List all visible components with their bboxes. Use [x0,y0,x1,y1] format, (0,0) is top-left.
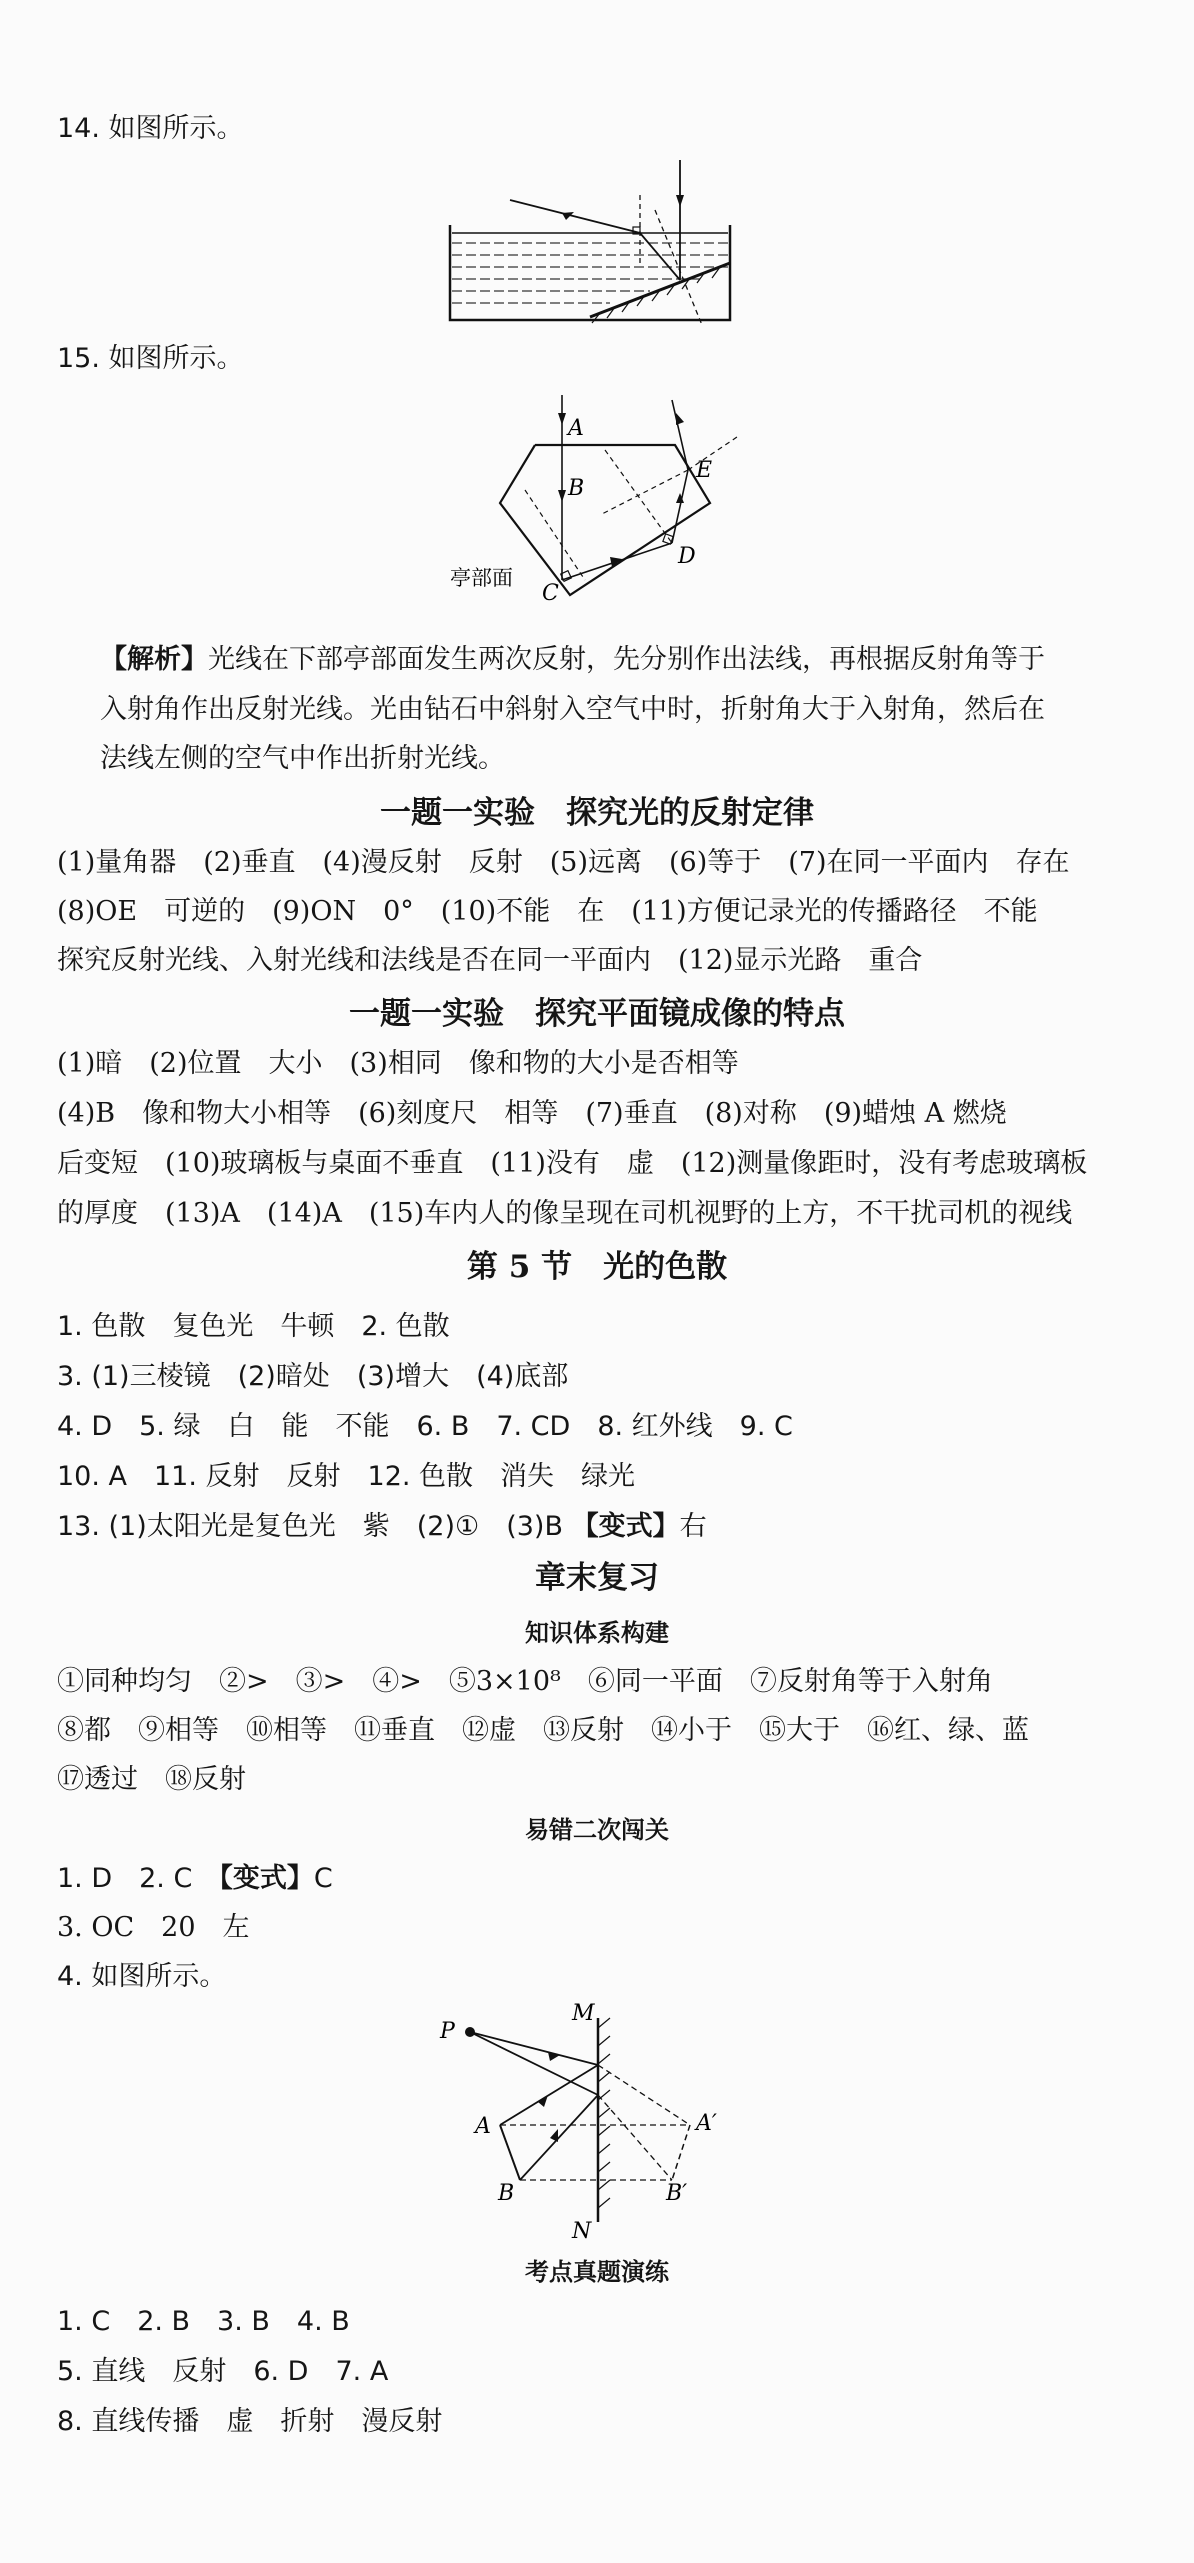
label-pavilion: 亭部面 [450,566,513,590]
sec5-line-5a: 13. (1)太阳光是复色光 紫 (2)① (3)B [57,1511,563,1542]
review-title: 章末复习 [535,1560,659,1596]
sec5-line-4: 10. A 11. 反射 反射 12. 色散 消失 绿光 [57,1461,636,1492]
sec5-line-5b: 右 [679,1511,707,1542]
sec5-line-1: 1. 色散 复色光 牛顿 2. 色散 [57,1311,450,1342]
sec5-line-5 [57,1510,707,1544]
review-sub-knowledge: 知识体系构建 [525,1619,669,1647]
exp2-line-2: (4)B 像和物大小相等 (6)刻度尺 相等 (7)垂直 (8)对称 (9)蜡烛 A 燃烧 [57,1098,1007,1129]
exp2-line-4: 的厚度 (13)A (14)A (15)车内人的像呈现在司机视野的上方，不干扰司机的视线 [57,1198,1073,1229]
knowledge-line-3: ⑰透过 ⑱反射 [57,1764,246,1795]
label-B: B [498,2181,515,2206]
water-refraction-diagram [440,155,740,330]
exp1-line-1: (1)量角器 (2)垂直 (4)漫反射 反射 (5)远离 (6)等于 (7)在同一平面内 存在 [57,847,1070,878]
exam-line-2: 5. 直线 反射 6. D 7. A [57,2356,389,2387]
label-B: B [568,476,585,501]
sec5-line-3: 4. D 5. 绿 白 能 不能 6. B 7. CD 8. 红外线 9. C [57,1411,793,1442]
exp2-title: 一题一实验 探究平面镜成像的特点 [349,996,845,1032]
sec5-title: 第 5 节 光的色散 [466,1249,728,1285]
exp2-line-3: 后变短 (10)玻璃板与桌面不垂直 (11)没有 虚 (12)测量像距时，没有考虑玻璃板 [57,1148,1088,1179]
q14-figure [440,155,740,334]
q15-figure [440,395,740,609]
analysis-line-2: 入射角作出反射光线。光由钻石中斜射入空气中时，折射角大于入射角，然后在 [100,694,1045,725]
mistakes-line-2: 3. OC 20 左 [57,1912,250,1943]
knowledge-line-2: ⑧都 ⑨相等 ⑩相等 ⑪垂直 ⑫虚 ⑬反射 ⑭小于 ⑮大于 ⑯红、绿、蓝 [57,1715,1029,1746]
exam-line-3: 8. 直线传播 虚 折射 漫反射 [57,2406,443,2437]
mistakes-line-1a: 1. D 2. C [57,1863,220,1894]
label-A: A [475,2114,491,2139]
exp2-line-1: (1)暗 (2)位置 大小 (3)相同 像和物的大小是否相等 [57,1048,739,1079]
label-D: D [678,544,696,569]
q15-label: 15. 如图所示。 [57,343,244,374]
exp1-line-2: (8)OE 可逆的 (9)ON 0° (10)不能 在 (11)方便记录光的传播路径 不能 [57,896,1038,927]
mirror-figure [420,2000,750,2244]
mistakes-line-3: 4. 如图所示。 [57,1961,227,1992]
label-N: N [572,2219,592,2240]
knowledge-line-1: ①同种均匀 ②> ③> ④> ⑤3×10⁸ ⑥同一平面 ⑦反射角等于入射角 [57,1666,993,1697]
mistakes-line-1b: C [313,1863,333,1894]
label-M: M [572,2001,595,2026]
mistakes-variant-tag: 【变式】 [219,1863,314,1894]
sec5-variant-tag: 【变式】 [571,1511,680,1542]
sec5-line-2: 3. (1)三棱镜 (2)暗处 (3)增大 (4)底部 [57,1361,569,1392]
analysis-line-3: 法线左侧的空气中作出折射光线。 [100,743,505,774]
label-P: P [440,2019,455,2044]
diamond-reflection-diagram [440,395,740,605]
label-E: E [696,458,713,483]
label-B-prime: B′ [666,2181,688,2206]
q14-label: 14. 如图所示。 [57,113,244,144]
analysis-line-1 [100,643,1045,677]
analysis-text-1: 光线在下部亭部面发生两次反射，先分别作出法线，再根据反射角等于 [208,644,1045,675]
exam-line-1: 1. C 2. B 3. B 4. B [57,2306,350,2337]
label-A: A [568,416,584,441]
exp1-line-3: 探究反射光线、入射光线和法线是否在同一平面内 (12)显示光路 重合 [57,945,923,976]
exp1-title: 一题一实验 探究光的反射定律 [380,795,814,831]
review-sub-exam: 考点真题演练 [525,2258,669,2286]
label-C: C [542,581,559,605]
analysis-tag: 【解析】 [100,644,208,675]
mistakes-line-1 [57,1862,333,1896]
review-sub-mistakes: 易错二次闯关 [525,1816,669,1844]
label-A-prime: A′ [696,2111,717,2136]
plane-mirror-diagram [420,2000,750,2240]
